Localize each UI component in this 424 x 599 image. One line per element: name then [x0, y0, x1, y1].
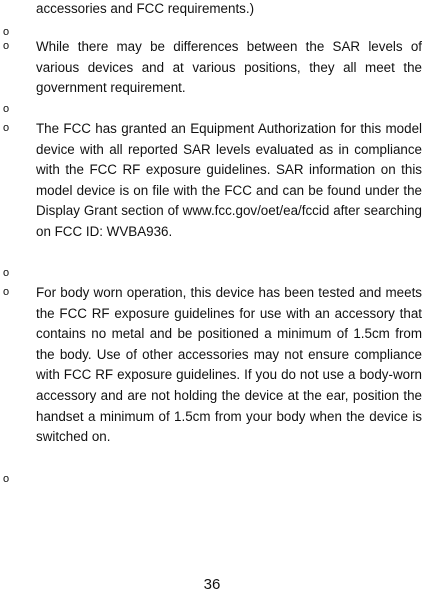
- continuation-line: accessories and FCC requirements.): [36, 1, 255, 16]
- page-number: 36: [203, 576, 221, 593]
- empty-bullet: o: [3, 473, 10, 485]
- bullet-marker: o: [3, 122, 10, 134]
- empty-bullet: o: [3, 103, 10, 115]
- empty-bullet: o: [3, 267, 10, 279]
- empty-bullet: o: [3, 26, 10, 38]
- paragraph-body-worn: For body worn operation, this device has been tested and meets the FCC RF exposure guidelines for use with an accessory that contains no metal and be positioned a minimum of 1.5cm from the body. Use of other accessories may not ensure compliance with FCC RF exposure guidelines. If you do not use a body-worn accessory and are not holding the device at the ear, position the handset a minimum of 1.5cm from your body when the device is switched on.: [36, 285, 422, 445]
- bullet-marker: o: [3, 286, 10, 298]
- paragraph-fcc-authorization: The FCC has granted an Equipment Authorization for this model device with all reported SAR levels evaluated as in compliance with the FCC RF exposure guidelines. SAR information on this model device is on file with the FCC and can be found under the Display Grant section of www.fcc.gov/oet/ea/fccid after searching on FCC ID: WVBA936.: [36, 121, 422, 239]
- bullet-marker: o: [3, 40, 10, 52]
- paragraph-sar-differences: While there may be differences between the SAR levels of various devices and at various positions, they all meet the government requirement.: [36, 39, 422, 96]
